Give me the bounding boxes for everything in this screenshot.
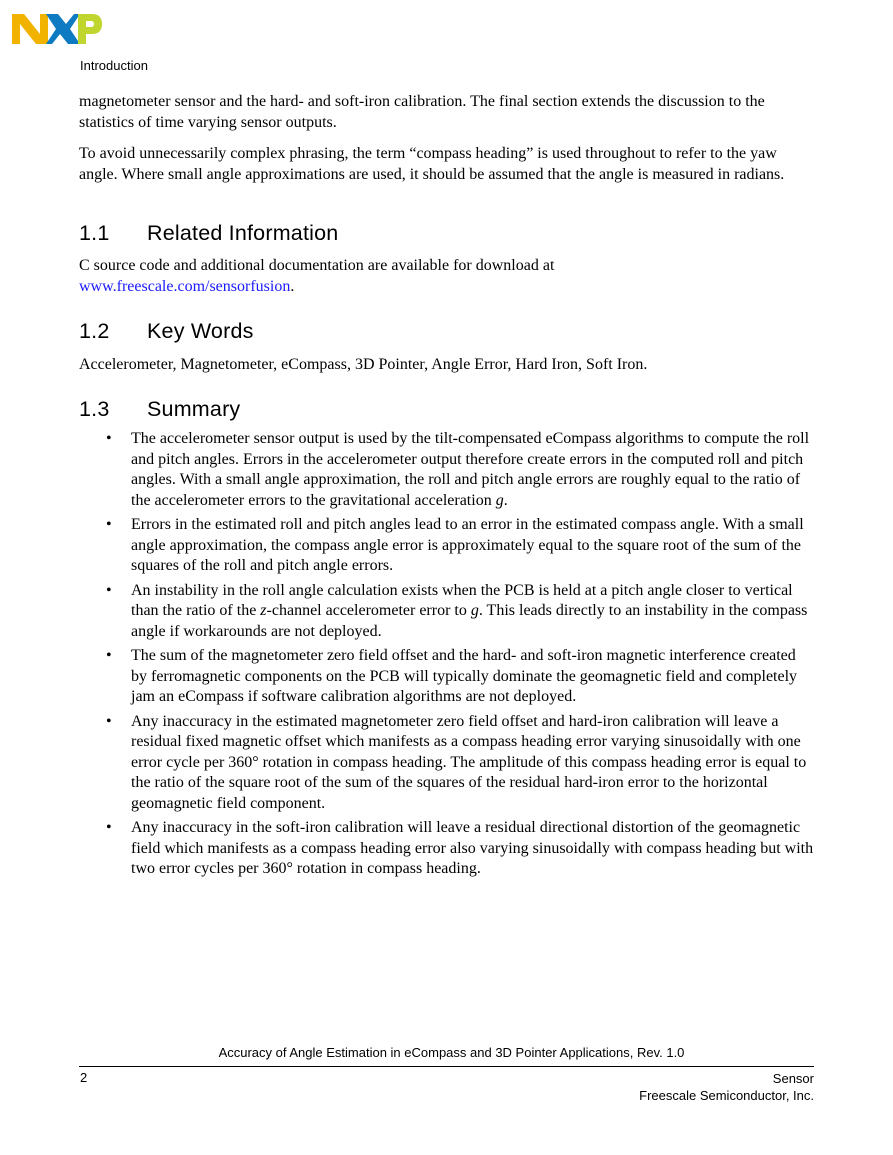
list-text: . [503, 491, 508, 509]
bullet-glyph: • [106, 516, 112, 533]
footer-document-title: Accuracy of Angle Estimation in eCompass and 3D Pointer Applications, Rev. 1.0 [218, 1045, 685, 1060]
running-header: Introduction [80, 58, 148, 73]
list-item [79, 429, 814, 511]
sensorfusion-link[interactable]: www.freescale.com/sensorfusion [79, 277, 291, 295]
list-text: -channel accelerometer error to [266, 602, 471, 619]
bullet-glyph: • [106, 712, 112, 730]
bullet-glyph: • [106, 430, 112, 447]
intro-paragraph-1: magnetometer sensor and the hard- and soft-iron calibration. The final section extends the discussion to the statistics of time varying sensor outputs. [79, 93, 765, 131]
heading-number: 1.3 [79, 397, 110, 421]
bullet-glyph: • [106, 581, 112, 599]
list-item [79, 581, 814, 643]
link-suffix: . [290, 277, 295, 295]
list-text: The accelerometer sensor output is used by the tilt-compensated eCompass algorithms to compute the roll and pitch angles. Errors in the accelerometer output therefore create errors in the computed roll and pitch angles. With a small angle approximation, the roll and pitch angle errors are roughly equal to the ratio of the accelerometer errors to the gravitational acceleration [131, 430, 810, 509]
heading-title: Summary [147, 397, 241, 421]
heading-key-words [79, 318, 254, 344]
summary-list [79, 429, 814, 884]
footer-category: Sensor [772, 1071, 814, 1086]
heading-number: 1.2 [79, 319, 110, 343]
nxp-logo [10, 12, 102, 46]
list-text: Any inaccuracy in the estimated magnetometer zero field offset and hard-iron calibration will leave a residual fixed magnetic offset which manifests as a compass heading error varying sinusoidally with one error cycle per 360° rotation in compass heading. The amplitude of this compass heading error is equal to the ratio of the square root of the sum of the squares of the residual hard-iron error to the horizontal geomagnetic field component. [131, 712, 807, 812]
list-item [79, 515, 814, 577]
heading-title: Key Words [147, 319, 254, 343]
list-text: . This leads directly to an instability in the compass angle if workarounds are not deployed. [131, 602, 808, 640]
key-words-paragraph: Accelerometer, Magnetometer, eCompass, 3D Pointer, Angle Error, Hard Iron, Soft Iron. [79, 356, 648, 373]
list-item [79, 818, 814, 880]
list-item [79, 712, 814, 815]
footer-divider [79, 1066, 814, 1067]
italic-g: g [495, 491, 504, 509]
heading-title: Related Information [147, 221, 339, 245]
italic-z: z [260, 602, 267, 619]
heading-summary [79, 396, 240, 422]
list-item [79, 646, 814, 708]
bullet-glyph: • [106, 647, 112, 664]
heading-number: 1.1 [79, 221, 110, 245]
footer-company: Freescale Semiconductor, Inc. [639, 1088, 814, 1103]
bullet-glyph: • [106, 819, 112, 836]
list-text: An instability in the roll angle calculation exists when the PCB is held at a pitch angle closer to vertical than the ratio of the [131, 581, 793, 619]
footer-publisher [639, 1070, 814, 1104]
page-number: 2 [80, 1070, 88, 1085]
heading-related-information [79, 220, 338, 246]
related-text: C source code and additional documentation are available for download at [79, 257, 555, 274]
list-text: Errors in the estimated roll and pitch angles lead to an error in the estimated compass angle. With a small angle approximation, the compass angle error is approximately equal to the square root of the sum of the squares of the roll and pitch angle errors. [131, 516, 804, 574]
intro-paragraph-2: To avoid unnecessarily complex phrasing, the term “compass heading” is used throughout to refer to the yaw angle. Where small angle approximations are used, it should be assumed that the angle is measured in radians. [79, 145, 785, 183]
list-text: Any inaccuracy in the soft-iron calibration will leave a residual directional distortion of the geomagnetic field which manifests as a compass heading error also varying sinusoidally with compass heading but with two error cycles per 360° rotation in compass heading. [131, 819, 814, 877]
italic-g: g [470, 602, 479, 619]
related-information-paragraph [79, 256, 814, 297]
list-text: The sum of the magnetometer zero field offset and the hard- and soft-iron magnetic interference created by ferromagnetic components on the PCB will typically dominate the geomagnetic field and completely jam an eCompass if software calibration algorithms are not deployed. [131, 647, 798, 705]
